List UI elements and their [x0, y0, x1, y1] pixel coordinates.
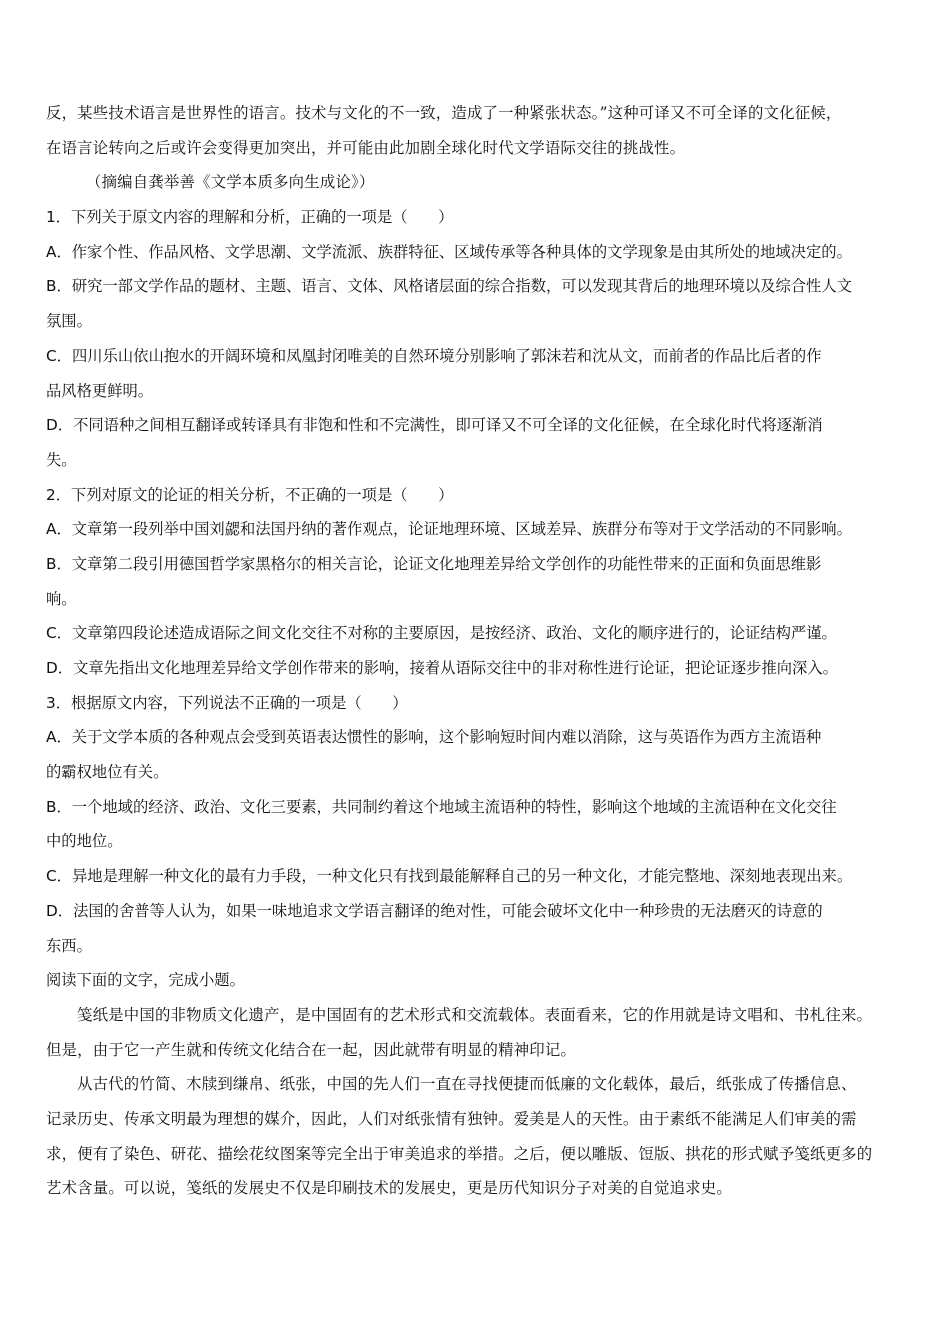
question-2-option-b-cont: 响。: [46, 589, 77, 608]
source-citation: （摘编自龚举善《文学本质多向生成论》）: [86, 173, 375, 192]
question-3-option-b: B．一个地域的经济、政治、文化三要素，共同制约着这个地域主流语种的特性，影响这个地域的主流语种在文化交往: [46, 797, 837, 816]
question-2-option-d: D．文章先指出文化地理差异给文学创作带来的影响，接着从语际交往中的非对称性进行论证，把论证逐步推向深入。: [46, 659, 838, 677]
question-3-option-d: D．法国的舍普等人认为，如果一味地追求文学语言翻译的绝对性，可能会破坏文化中一种珍贵的无法磨灭的诗意的: [46, 901, 823, 920]
question-1-option-b-cont: 氛围。: [46, 312, 92, 331]
passage-line: 反，某些技术语言是世界性的语言。技术与文化的不一致，造成了一种紧张状态。”这种可译又不可全译的文化征候，: [46, 104, 842, 122]
question-1-option-d-cont: 失。: [46, 450, 77, 469]
question-3-option-d-cont: 东西。: [46, 936, 92, 955]
question-2-stem: 2．下列对原文的论证的相关分析，不正确的一项是（ ）: [46, 485, 454, 504]
passage-2-line: 艺术含量。可以说，笺纸的发展史不仅是印刷技术的发展史，更是历代知识分子对美的自觉追求史。: [46, 1179, 732, 1198]
passage-2-line: 从古代的竹简、木牍到缣帛、纸张，中国的先人们一直在寻找便捷而低廉的文化载体，最后，纸张成了传播信息、: [77, 1075, 857, 1094]
question-3-option-a-cont: 的霸权地位有关。: [46, 763, 169, 782]
question-1-option-c-cont: 品风格更鲜明。: [46, 381, 154, 400]
question-3-option-a: A．关于文学本质的各种观点会受到英语表达惯性的影响，这个影响短时间内难以消除，这与英语作为西方主流语种: [46, 728, 822, 747]
reading-instruction: 阅读下面的文字，完成小题。: [46, 971, 245, 990]
passage-2-line: 笺纸是中国的非物质文化遗产，是中国固有的艺术形式和交流载体。表面看来，它的作用就是诗文唱和、书札往来。: [77, 1005, 873, 1024]
question-1-option-b: B．研究一部文学作品的题材、主题、语言、文体、风格诸层面的综合指数，可以发现其背后的地理环境以及综合性人文: [46, 277, 852, 296]
passage-2-line: 但是，由于它一产生就和传统文化结合在一起，因此就带有明显的精神印记。: [46, 1040, 577, 1059]
passage-2-line: 记录历史、传承文明最为理想的媒介，因此，人们对纸张情有独钟。爱美是人的天性。由于素纸不能满足人们审美的需: [46, 1109, 857, 1128]
question-1-option-a: A．作家个性、作品风格、文学思潮、文学流派、族群特征、区域传承等各种具体的文学现象是由其所处的地域决定的。: [46, 242, 852, 261]
question-1-option-d: D．不同语种之间相互翻译或转译具有非饱和性和不完满性，即可译又不可全译的文化征候，在全球化时代将逐渐消: [46, 416, 823, 435]
question-3-option-c: C．异地是理解一种文化的最有力手段，一种文化只有找到最能解释自己的另一种文化，才能完整地、深刻地表现出来。: [46, 867, 853, 886]
document-page: [46, 96, 908, 1206]
question-2-option-a: A．文章第一段列举中国刘勰和法国丹纳的著作观点，论证地理环境、区域差异、族群分布等对于文学活动的不同影响。: [46, 520, 852, 539]
question-1-option-c: C．四川乐山依山抱水的开阔环境和凤凰封闭唯美的自然环境分别影响了郭沫若和沈从文，而前者的作品比后者的作: [46, 346, 822, 365]
question-3-option-b-cont: 中的地位。: [46, 832, 123, 851]
passage-2-line: 求，便有了染色、研花、描绘花纹图案等完全出于审美追求的举措。之后，便以雕版、饾版、拱花的形式赋予笺纸更多的: [46, 1144, 873, 1163]
passage-line: 在语言论转向之后或许会变得更加突出，并可能由此加剧全球化时代文学语际交往的挑战性。: [46, 138, 686, 157]
question-1-stem: 1．下列关于原文内容的理解和分析，正确的一项是（ ）: [46, 208, 454, 227]
question-2-option-b: B．文章第二段引用德国哲学家黑格尔的相关言论，论证文化地理差异给文学创作的功能性带来的正面和负面思维影: [46, 554, 822, 573]
question-2-option-c: C．文章第四段论述造成语际之间文化交往不对称的主要原因，是按经济、政治、文化的顺序进行的，论证结构严谨。: [46, 624, 837, 643]
question-3-stem: 3．根据原文内容，下列说法不正确的一项是（ ）: [46, 693, 408, 712]
